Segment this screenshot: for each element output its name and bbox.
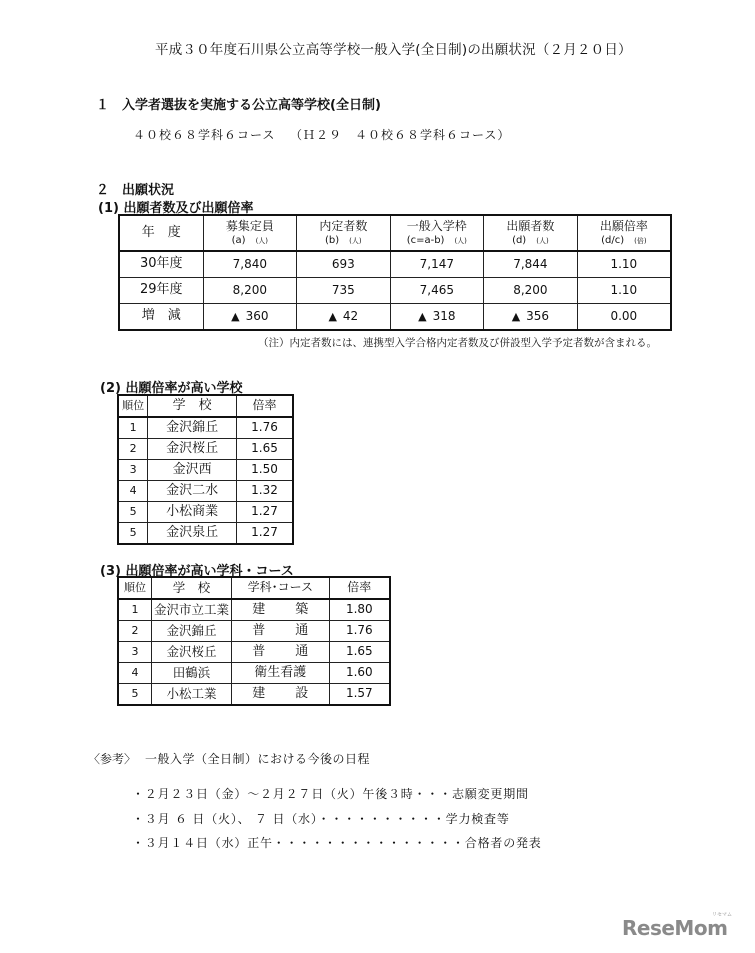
cell-school: 金沢泉丘: [148, 523, 237, 545]
table-row: [118, 663, 390, 684]
cell-ratio: 1.76: [329, 621, 390, 642]
reference-heading: 一般入学（全日制）における今後の日程: [145, 752, 371, 766]
reference-label: 〈参考〉: [88, 752, 137, 766]
header-school: 学 校: [151, 577, 231, 599]
cell-ratio: 1.10: [577, 278, 671, 304]
cell-department: 建 築: [232, 599, 330, 621]
cell-admitted: 735: [297, 278, 390, 304]
cell-ratio: 1.32: [237, 481, 293, 502]
table-row: [118, 684, 390, 706]
section1-detail: ４０校６８学科６コース: [133, 128, 276, 142]
header-school: 学 校: [148, 395, 237, 417]
header-year: 年 度: [119, 215, 203, 251]
cell-year: 30年度: [119, 251, 203, 278]
cell-ratio: 1.27: [237, 523, 293, 545]
cell-ratio: 1.27: [237, 502, 293, 523]
top-courses-table: [117, 576, 391, 706]
cell-ratio: 1.65: [329, 642, 390, 663]
section1-previous: （Ｈ２９ ４０校６８学科６コース）: [290, 128, 511, 142]
cell-school: 金沢桜丘: [148, 439, 237, 460]
table-row: [118, 621, 390, 642]
cell-applicants: 8,200: [484, 278, 578, 304]
cell-school: 小松商業: [148, 502, 237, 523]
cell-department: 衛生看護: [232, 663, 330, 684]
cell-capacity: 7,840: [203, 251, 297, 278]
cell-ratio: 1.57: [329, 684, 390, 706]
applicants-table: [118, 214, 672, 331]
header-department: 学科･コース: [232, 577, 330, 599]
sub2-heading: (2) 出願倍率が高い学校: [100, 381, 243, 396]
cell-school: 金沢錦丘: [151, 621, 231, 642]
cell-general-quota: 7,147: [390, 251, 484, 278]
triangle-icon: ▲: [328, 309, 337, 323]
table-header-row: [118, 577, 390, 599]
cell-ratio: 1.65: [237, 439, 293, 460]
table-row: [119, 251, 671, 278]
sub1-heading: (1) 出願者数及び出願倍率: [98, 201, 254, 216]
table-row-diff: [119, 304, 671, 331]
cell-school: 金沢市立工業: [151, 599, 231, 621]
cell-ratio: 1.50: [237, 460, 293, 481]
sub3-heading: (3) 出願倍率が高い学科・コース: [100, 564, 294, 579]
header-general-quota: 一般入学枠 (c=a-b) (人): [390, 215, 484, 251]
cell-rank: 4: [118, 481, 148, 502]
section2-heading: ２ 出願状況: [96, 183, 175, 198]
cell-rank: 1: [118, 417, 148, 439]
table-header-row: [118, 395, 293, 417]
header-admitted: 内定者数 (b) (人): [297, 215, 390, 251]
cell-school: 金沢桜丘: [151, 642, 231, 663]
table-row: [118, 642, 390, 663]
table-row: [118, 439, 293, 460]
table-row: [118, 460, 293, 481]
cell-diff-admitted: ▲ 42: [297, 304, 390, 331]
cell-rank: 5: [118, 684, 151, 706]
cell-school: 金沢二水: [148, 481, 237, 502]
triangle-icon: ▲: [418, 309, 427, 323]
cell-rank: 5: [118, 523, 148, 545]
cell-ratio: 1.60: [329, 663, 390, 684]
header-capacity: 募集定員 (a) (人): [203, 215, 297, 251]
cell-applicants: 7,844: [484, 251, 578, 278]
schedule-item: ・２月２３日（金）～２月２７日（火）午後３時・・・志願変更期間: [132, 787, 529, 801]
cell-school: 小松工業: [151, 684, 231, 706]
cell-school: 金沢錦丘: [148, 417, 237, 439]
cell-rank: 1: [118, 599, 151, 621]
triangle-icon: ▲: [511, 309, 521, 323]
cell-ratio: 1.80: [329, 599, 390, 621]
cell-rank: 3: [118, 460, 148, 481]
resemom-logo: ReseMom: [622, 916, 728, 940]
cell-rank: 5: [118, 502, 148, 523]
table-header-row: [119, 215, 671, 251]
header-ratio: 倍率: [237, 395, 293, 417]
cell-diff-label: 増 減: [119, 304, 203, 331]
header-applicants: 出願者数 (d) (人): [484, 215, 578, 251]
cell-diff-capacity: ▲ 360: [203, 304, 297, 331]
cell-ratio: 1.10: [577, 251, 671, 278]
cell-rank: 4: [118, 663, 151, 684]
cell-school: 金沢西: [148, 460, 237, 481]
table-row: [118, 523, 293, 545]
cell-diff-applicants: ▲ 356: [484, 304, 578, 331]
triangle-icon: ▲: [231, 309, 240, 323]
cell-rank: 2: [118, 439, 148, 460]
cell-general-quota: 7,465: [390, 278, 484, 304]
cell-department: 普 通: [232, 642, 330, 663]
section1-heading: １ 入学者選抜を実施する公立高等学校(全日制): [96, 98, 381, 113]
top-schools-table: [117, 394, 294, 545]
header-ratio: 出願倍率 (d/c) (倍): [577, 215, 671, 251]
table-row: [118, 417, 293, 439]
table-row: [118, 481, 293, 502]
header-ratio: 倍率: [329, 577, 390, 599]
cell-ratio: 1.76: [237, 417, 293, 439]
table-note: （注）内定者数には、連携型入学合格内定者数及び併設型入学予定者数が含まれる。: [258, 337, 657, 349]
cell-year: 29年度: [119, 278, 203, 304]
cell-admitted: 693: [297, 251, 390, 278]
header-rank: 順位: [118, 395, 148, 417]
table-row: [118, 502, 293, 523]
table-row: [119, 278, 671, 304]
schedule-item: ・３月 ６ 日（火）、 ７ 日（水）・・・・・・・・・・学力検査等: [132, 812, 510, 826]
document-title: 平成３０年度石川県公立高等学校一般入学(全日制)の出願状況（２月２０日）: [155, 42, 632, 58]
cell-rank: 3: [118, 642, 151, 663]
watermark-sub: リセマム: [712, 912, 732, 918]
cell-diff-general-quota: ▲ 318: [390, 304, 484, 331]
cell-diff-ratio: 0.00: [577, 304, 671, 331]
cell-department: 建 設: [232, 684, 330, 706]
cell-capacity: 8,200: [203, 278, 297, 304]
cell-department: 普 通: [232, 621, 330, 642]
cell-rank: 2: [118, 621, 151, 642]
header-rank: 順位: [118, 577, 151, 599]
schedule-item: ・３月１４日（水）正午・・・・・・・・・・・・・・・合格者の発表: [132, 836, 542, 850]
table-row: [118, 599, 390, 621]
cell-school: 田鶴浜: [151, 663, 231, 684]
